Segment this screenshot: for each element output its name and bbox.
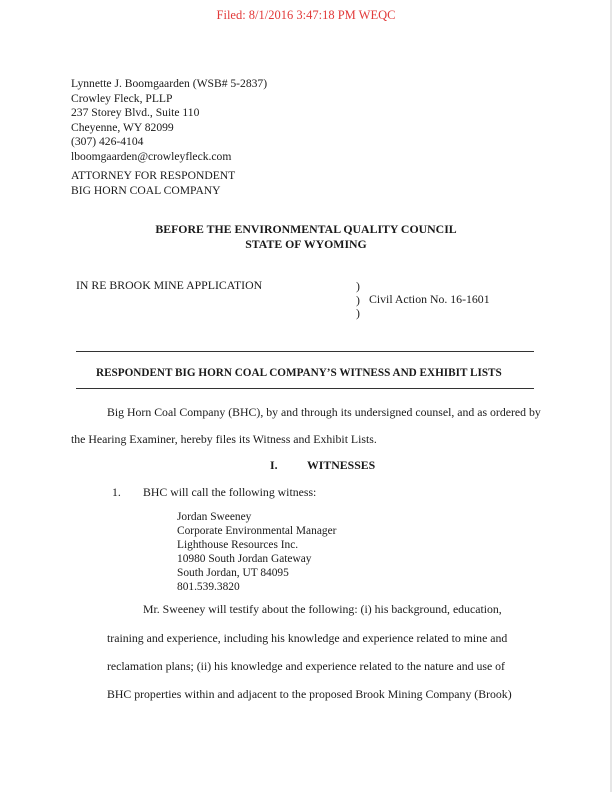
- intro-line-2: the Hearing Examiner, hereby files its Witness and Exhibit Lists.: [71, 432, 377, 446]
- testimony-line-2: training and experience, including his knowledge and experience related to mine and: [107, 631, 508, 645]
- witness-city: South Jordan, UT 84095: [177, 566, 289, 579]
- witness-block: [177, 511, 336, 594]
- caption-matter: IN RE BROOK MINE APPLICATION: [76, 278, 263, 292]
- council-heading-line-1: BEFORE THE ENVIRONMENTAL QUALITY COUNCIL: [155, 222, 457, 236]
- council-heading-line-2: STATE OF WYOMING: [245, 236, 367, 251]
- title-rule-top: [76, 351, 534, 352]
- attorney-for-block: [71, 169, 235, 198]
- item-text: BHC will call the following witness:: [143, 485, 317, 499]
- firm-phone: (307) 426-4104: [71, 135, 144, 149]
- filed-stamp: Filed: 8/1/2016 3:47:18 PM WEQC: [216, 8, 396, 22]
- section-number: I.: [270, 458, 278, 472]
- document-title: RESPONDENT BIG HORN COAL COMPANY’S WITNESS AND EXHIBIT LISTS: [96, 367, 502, 379]
- caption-paren: ): [356, 279, 360, 293]
- testimony-line-1: Mr. Sweeney will testify about the following: (i) his background, education,: [143, 602, 502, 616]
- attorney-name: Lynnette J. Boomgaarden (WSB# 5-2837): [71, 77, 268, 90]
- caption-paren: ): [356, 306, 360, 321]
- item-number: 1.: [112, 485, 121, 499]
- intro-line-1: Big Horn Coal Company (BHC), by and through its undersigned counsel, and as ordered by: [107, 405, 541, 419]
- law-firm: Crowley Fleck, PLLP: [71, 91, 173, 105]
- attorney-block: [71, 77, 267, 165]
- firm-city: Cheyenne, WY 82099: [71, 120, 174, 134]
- witness-phone: 801.539.3820: [177, 580, 240, 593]
- section-title: WITNESSES: [307, 458, 376, 472]
- caption-paren: ): [356, 292, 360, 307]
- title-rule-bottom: [76, 388, 534, 389]
- witness-street: 10980 South Jordan Gateway: [177, 552, 312, 565]
- council-heading: [0, 222, 612, 252]
- civil-action-number: Civil Action No. 16-1601: [369, 292, 490, 306]
- attorney-for-line: ATTORNEY FOR RESPONDENT: [71, 169, 236, 182]
- witness-name: Jordan Sweeney: [177, 511, 252, 523]
- testimony-line-3: reclamation plans; (ii) his knowledge and experience related to the nature and use of: [107, 659, 505, 673]
- testimony-line-4: BHC properties within and adjacent to the proposed Brook Mining Company (Brook): [107, 687, 512, 701]
- client-name: BIG HORN COAL COMPANY: [71, 183, 221, 197]
- firm-address: 237 Storey Blvd., Suite 110: [71, 106, 200, 120]
- firm-email: lboomgaarden@crowleyfleck.com: [71, 149, 232, 163]
- witness-title: Corporate Environmental Manager: [177, 524, 337, 537]
- witness-company: Lighthouse Resources Inc.: [177, 538, 299, 551]
- caption-parens: [356, 280, 360, 321]
